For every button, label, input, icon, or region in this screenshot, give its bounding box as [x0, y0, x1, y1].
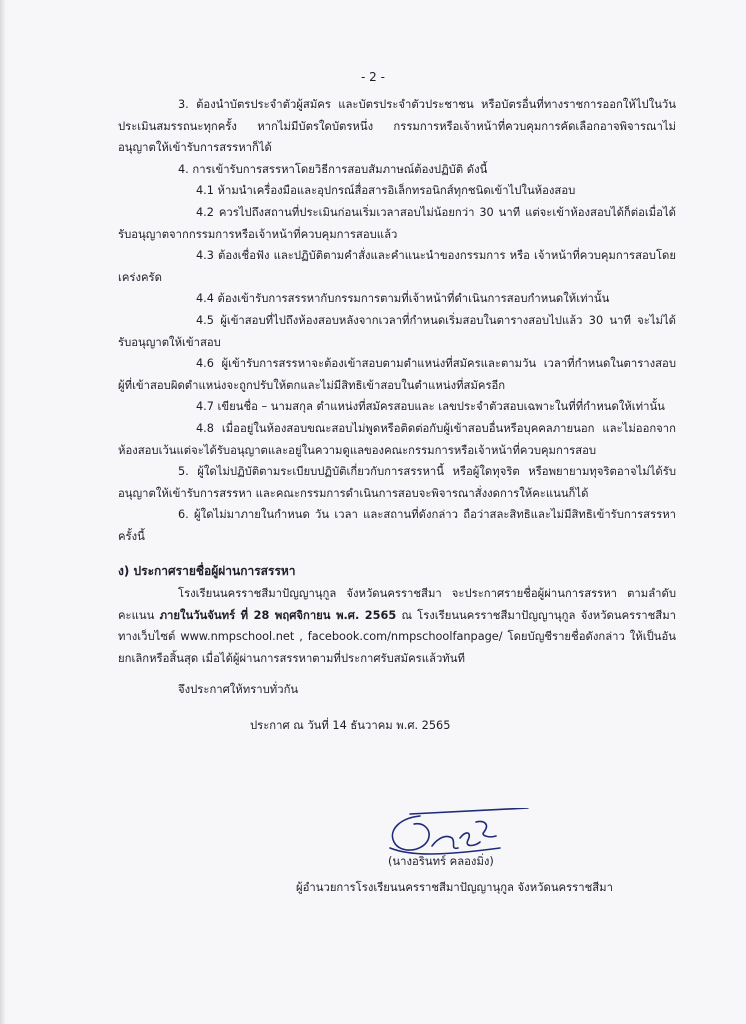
rule-item-5: 5. ผู้ใดไม่ปฏิบัติตามระเบียบปฏิบัติเกี่ยวกับการสรรหานี้ หรือผู้ใดทุจริต หรือพยายามทุจริตอาจไม่ได้รับอนุญาตให้เข้ารับการสรรหา และคณะกรรมการดำเนินการสอบจะพิจารณาสั่งงดการให้คะแนนก็ได้ [118, 465, 676, 500]
rule-item-6: 6. ผู้ใดไม่มาภายในกำหนด วัน เวลา และสถานที่ดังกล่าว ถือว่าสละสิทธิและไม่มีสิทธิเข้ารับการสรรหาครั้งนี้ [118, 508, 676, 543]
document-body [118, 94, 676, 737]
rule-item-4-4: 4.4 ต้องเข้ารับการสรรหากับกรรมการตามที่เจ้าหน้าที่ดำเนินการสอบกำหนดให้เท่านั้น [196, 292, 610, 306]
announce-date: ประกาศ ณ วันที่ 14 ธันวาคม พ.ศ. 2565 [250, 719, 451, 733]
rule-item-4-1: 4.1 ห้ามนำเครื่องมือและอุปกรณ์สื่อสารอิเล็กทรอนิกส์ทุกชนิดเข้าไปในห้องสอบ [196, 184, 576, 198]
rule-item-3: 3. ต้องนำบัตรประจำตัวผู้สมัคร และบัตรประจำตัวประชาชน หรือบัตรอื่นที่ทางราชการออกให้ไปในวันประเมินสมรรถนะทุกครั้ง หากไม่มีบัตรใดบัตรหนึ่ง กรรมการหรือเจ้าหน้าที่ควบคุมการคัดเลือกอาจพิจารณาไม่อนุญาตให้เข้ารับการสรรหาก็ได้ [118, 98, 676, 155]
rule-item-4-2: 4.2 ควรไปถึงสถานที่ประเมินก่อนเริ่มเวลาสอบไม่น้อยกว่า 30 นาที แต่จะเข้าห้องสอบได้ก็ต่อเมื่อได้รับอนุญาตจากกรรมการหรือเจ้าหน้าที่ควบคุมการสอบแล้ว [118, 205, 676, 241]
section-text-bold: ภายในวันจันทร์ ที่ 28 พฤศจิกายน พ.ศ. 2565 [159, 608, 397, 622]
section-text-after: ณ โรงเรียนนครราชสีมาปัญญานุกูล จังหวัดนครราชสีมา ทางเว็บไซต์ www.nmpschool.net , facebook.com/nmpschoolfanpage/ โดยบัญชีรายชื่อดังกล่าว ให้เป็นอันยกเลิกหรือสิ้นสุด เมื่อได้ผู้ผ่านการสรรหาตามที่ประกาศรับสมัครแล้วทันที [118, 608, 676, 665]
section-text-before: โรงเรียนนครราชสีมาปัญญานุกูล จังหวัดนครราชสีมา จะประกาศรายชื่อผู้ผ่านการสรรหา ตามลำดับคะแนน [118, 587, 676, 622]
signer-name: (นางอรินทร์ คลองมิ่ง) [388, 855, 494, 868]
rule-item-4-8: 4.8 เมื่ออยู่ในห้องสอบขณะสอบไม่พูดหรือติดต่อกับผู้เข้าสอบอื่นหรือบุคคลภายนอก และไม่ออกจากห้องสอบเว้นแต่จะได้รับอนุญาตและอยู่ในความดูแลของคณะกรรมการหรือเจ้าหน้าที่ควบคุมการสอบ [118, 421, 676, 457]
rule-item-4-7: 4.7 เขียนชื่อ – นามสกุล ตำแหน่งที่สมัครสอบและ เลขประจำตัวสอบเฉพาะในที่ที่กำหนดให้เท่านั้น [196, 400, 665, 414]
page-number: - 2 - [361, 70, 385, 84]
rule-item-4-3: 4.3 ต้องเชื่อฟัง และปฏิบัติตามคำสั่งและคำแนะนำของกรรมการ หรือ เจ้าหน้าที่ควบคุมการสอบโดยเคร่งครัด [118, 249, 676, 284]
rule-item-4-6: 4.6 ผู้เข้ารับการสรรหาจะต้องเข้าสอบตามตำแหน่งที่สมัครและตามวัน เวลาที่กำหนดในตารางสอบ ผู้ที่เข้าสอบผิดตำแหน่งจะถูกปรับให้ตกและไม่มีสิทธิเข้าสอบในตำแหน่งที่สมัครอีก [118, 357, 676, 392]
section-paragraph [118, 583, 676, 669]
closing-statement: จึงประกาศให้ทราบทั่วกัน [178, 683, 299, 697]
rule-item-4-5: 4.5 ผู้เข้าสอบที่ไปถึงห้องสอบหลังจากเวลาที่กำหนดเริ่มสอบในตารางสอบไปแล้ว 30 นาที จะไม่ได้รับอนุญาตให้เข้าสอบ [118, 313, 676, 349]
section-heading: ง) ประกาศรายชื่อผู้ผ่านการสรรหา [118, 564, 296, 579]
rule-item-4: 4. การเข้ารับการสรรหาโดยวิธีการสอบสัมภาษณ์ต้องปฏิบัติ ดังนี้ [178, 162, 488, 176]
signer-title: ผู้อำนวยการโรงเรียนนครราชสีมาปัญญานุกูล จังหวัดนครราชสีมา [296, 881, 613, 894]
scan-edge [0, 0, 6, 1024]
